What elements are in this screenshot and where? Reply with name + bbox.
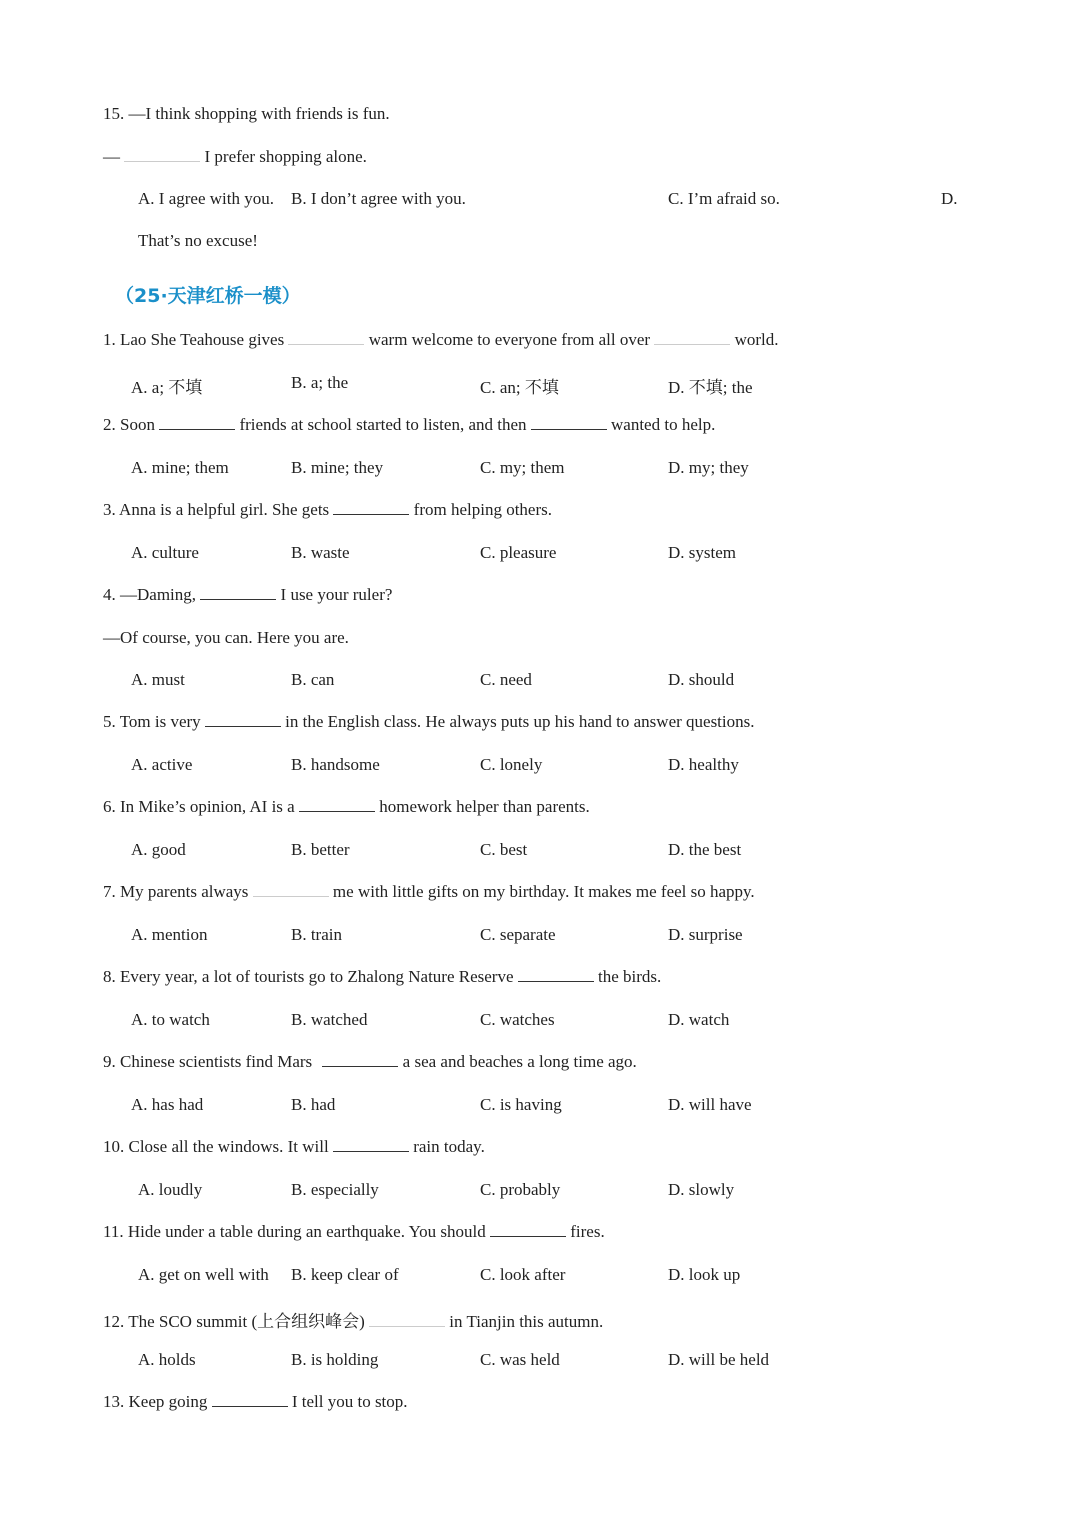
question-text: 12. The SCO summit (上合组织峰会): [103, 1312, 365, 1331]
answer-blank: [253, 882, 329, 897]
option-a: A. a; 不填: [131, 378, 203, 397]
question-7: [103, 882, 755, 902]
option-a: A. mine; them: [131, 458, 229, 477]
answer-blank: [490, 1222, 566, 1237]
option-b: B. mine; they: [291, 458, 384, 477]
option-d: D. slowly: [668, 1180, 735, 1199]
answer-blank: [288, 330, 364, 345]
option-d: D. healthy: [668, 755, 739, 774]
option-c: C. I’m afraid so.: [668, 189, 780, 208]
question-text: 4. —Daming,: [103, 585, 197, 604]
question-text: 10. Close all the windows. It will: [103, 1137, 329, 1156]
question-text: me with little gifts on my birthday. It makes me feel so happy.: [332, 882, 755, 901]
question-4-reply: —Of course, you can. Here you are.: [103, 628, 349, 647]
option-a: A. mention: [131, 925, 208, 944]
option-a: A. has had: [131, 1095, 204, 1114]
question-text: homework helper than parents.: [379, 797, 590, 816]
question-8: [103, 967, 661, 987]
question-text: 9. Chinese scientists find Mars: [103, 1052, 313, 1071]
option-d: D. my; they: [668, 458, 749, 477]
option-b: B. train: [291, 925, 342, 944]
question-text: 3. Anna is a helpful girl. She gets: [103, 500, 330, 519]
option-c: C. my; them: [480, 458, 565, 477]
option-c: C. was held: [480, 1350, 560, 1369]
answer-blank: [159, 415, 235, 430]
option-d: D. the best: [668, 840, 742, 859]
option-d: D. will have: [668, 1095, 752, 1114]
question-text: rain today.: [413, 1137, 485, 1156]
answer-blank: [212, 1392, 288, 1407]
question-text: 1. Lao She Teahouse gives: [103, 330, 285, 349]
question-text: in the English class. He always puts up his hand to answer questions.: [285, 712, 755, 731]
question-text: I use your ruler?: [280, 585, 393, 604]
option-c: C. is having: [480, 1095, 562, 1114]
q15-reply: [103, 147, 367, 167]
option-a: A. must: [131, 670, 185, 689]
question-11: [103, 1222, 605, 1242]
q15-option-d-continued: That’s no excuse!: [138, 231, 258, 250]
option-d: D.: [941, 189, 958, 208]
option-b: B. I don’t agree with you.: [291, 189, 466, 208]
option-b: B. waste: [291, 543, 350, 562]
answer-blank: [299, 797, 375, 812]
option-b: B. had: [291, 1095, 336, 1114]
answer-blank: [124, 147, 200, 162]
option-a: A. holds: [138, 1350, 196, 1369]
option-d: D. should: [668, 670, 735, 689]
option-b: B. a; the: [291, 373, 349, 392]
question-text: the birds.: [598, 967, 662, 986]
option-c: C. probably: [480, 1180, 561, 1199]
option-a: A. good: [131, 840, 186, 859]
question-text: 2. Soon: [103, 415, 155, 434]
answer-blank: [518, 967, 594, 982]
question-1: [103, 330, 778, 350]
option-c: C. watches: [480, 1010, 555, 1029]
option-d: D. will be held: [668, 1350, 770, 1369]
option-a: A. loudly: [138, 1180, 203, 1199]
question-2: [103, 415, 715, 435]
option-d: D. 不填; the: [668, 378, 753, 397]
option-b: B. keep clear of: [291, 1265, 399, 1284]
question-13: [103, 1392, 408, 1412]
section-title: （25·天津红桥一模）: [115, 285, 301, 307]
q15-stem: 15. —I think shopping with friends is fun.: [103, 104, 390, 123]
question-text: 8. Every year, a lot of tourists go to Zhalong Nature Reserve: [103, 967, 514, 986]
answer-blank: [369, 1312, 445, 1327]
question-text: a sea and beaches a long time ago.: [402, 1052, 637, 1071]
answer-blank: [200, 585, 276, 600]
question-text: wanted to help.: [611, 415, 716, 434]
option-b: B. can: [291, 670, 335, 689]
option-c: C. best: [480, 840, 528, 859]
option-c: C. lonely: [480, 755, 543, 774]
question-text: 11. Hide under a table during an earthquake. You should: [103, 1222, 486, 1241]
answer-blank: [654, 330, 730, 345]
question-text: fires.: [570, 1222, 605, 1241]
option-d: D. system: [668, 543, 736, 562]
q15-reply-text: I prefer shopping alone.: [204, 147, 367, 166]
question-4: [103, 585, 392, 605]
option-b: B. especially: [291, 1180, 379, 1199]
question-10: [103, 1137, 485, 1157]
question-text: 5. Tom is very: [103, 712, 201, 731]
question-3: [103, 500, 552, 520]
question-text: from helping others.: [413, 500, 553, 519]
option-a: A. get on well with: [138, 1265, 269, 1284]
option-c: C. look after: [480, 1265, 566, 1284]
option-d: D. surprise: [668, 925, 743, 944]
answer-blank: [322, 1052, 398, 1067]
question-text: friends at school started to listen, and then: [239, 415, 527, 434]
q15-reply-dash: —: [103, 147, 120, 166]
answer-blank: [333, 500, 409, 515]
option-d: D. watch: [668, 1010, 730, 1029]
question-text: 7. My parents always: [103, 882, 249, 901]
option-a: A. to watch: [131, 1010, 210, 1029]
option-c: C. an; 不填: [480, 378, 559, 397]
option-a: A. I agree with you.: [138, 189, 274, 208]
question-12: [103, 1307, 603, 1332]
question-9: [103, 1052, 637, 1072]
option-b: B. better: [291, 840, 350, 859]
question-5: [103, 712, 755, 732]
q15-options: [0, 189, 1080, 213]
answer-blank: [531, 415, 607, 430]
option-c: C. pleasure: [480, 543, 557, 562]
answer-blank: [333, 1137, 409, 1152]
option-a: A. active: [131, 755, 193, 774]
option-b: B. handsome: [291, 755, 380, 774]
option-b: B. is holding: [291, 1350, 379, 1369]
question-text: warm welcome to everyone from all over: [368, 330, 651, 349]
question-text: 13. Keep going: [103, 1392, 208, 1411]
question-6: [103, 797, 590, 817]
question-text: world.: [734, 330, 779, 349]
answer-blank: [205, 712, 281, 727]
option-d: D. look up: [668, 1265, 741, 1284]
question-text: 6. In Mike’s opinion, AI is a: [103, 797, 295, 816]
option-c: C. separate: [480, 925, 556, 944]
question-text: I tell you to stop.: [291, 1392, 408, 1411]
option-a: A. culture: [131, 543, 199, 562]
question-text: in Tianjin this autumn.: [449, 1312, 604, 1331]
option-b: B. watched: [291, 1010, 368, 1029]
option-c: C. need: [480, 670, 532, 689]
